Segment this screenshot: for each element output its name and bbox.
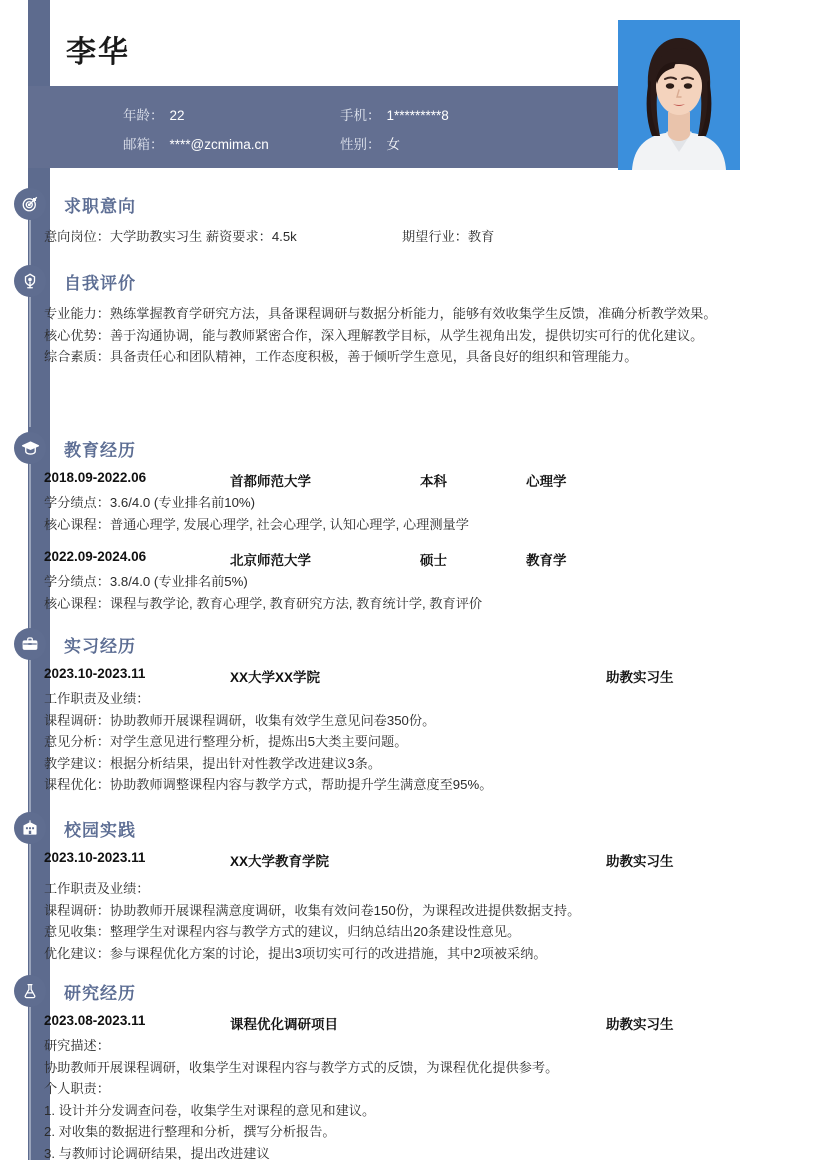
section-title-internship: 实习经历 <box>64 637 136 656</box>
entry-organization: 北京师范大学 <box>230 553 311 568</box>
info-label-phone: 手机： <box>340 108 381 123</box>
section-connector <box>29 660 31 828</box>
entry-gpa: 学分绩点：3.8/4.0 (专业排名前5%) <box>44 574 248 589</box>
entry-courses: 核心课程：课程与教学论, 教育心理学, 教育研究方法, 教育统计学, 教育评价 <box>44 595 483 611</box>
info-label-gender: 性别： <box>340 137 381 152</box>
info-item-email <box>123 133 269 153</box>
entry-subtitle: 工作职责及业绩： <box>44 691 150 706</box>
entry-description: 协助教师开展课程调研，收集学生对课程内容与教学方式的反馈，为课程优化提供参考。 <box>44 1059 559 1075</box>
school-building-icon <box>14 812 46 844</box>
entry-date: 2023.10-2023.11 <box>44 666 146 681</box>
entry-date: 2023.10-2023.11 <box>44 850 146 865</box>
section-title-research: 研究经历 <box>64 984 136 1003</box>
job-intent-line: 意向岗位：大学助教实习生 薪资要求：4.5k <box>44 229 297 244</box>
section-title-education: 教育经历 <box>64 441 136 460</box>
contact-info-band <box>28 86 640 168</box>
entry-header <box>44 549 760 571</box>
entry-major: 心理学 <box>526 474 567 489</box>
entry-role: 助教实习生 <box>606 1017 674 1032</box>
info-label-email: 邮箱： <box>123 137 164 152</box>
info-item-phone <box>340 104 449 124</box>
education-entry <box>44 470 760 535</box>
entry-bullet: 课程调研：协助教师开展课程调研，收集有效学生意见问卷350份。 <box>44 712 436 728</box>
entry-duty-label: 个人职责： <box>44 1081 110 1096</box>
entry-duty: 3. 与教师讨论调研结果，提出改进建议 <box>44 1145 270 1160</box>
section-title-job-intent: 求职意向 <box>64 197 136 216</box>
info-value-gender: 女 <box>386 137 400 152</box>
info-item-gender <box>340 133 400 153</box>
info-value-age: 22 <box>169 108 185 123</box>
entry-degree: 本科 <box>420 474 447 489</box>
entry-header <box>44 1013 760 1035</box>
section-connector <box>29 297 31 427</box>
avatar <box>618 20 740 170</box>
job-intent-industry: 期望行业：教育 <box>402 229 495 244</box>
section-body-self-eval <box>44 303 768 368</box>
section-body-education <box>44 470 760 614</box>
entry-role: 助教实习生 <box>606 670 674 685</box>
entry-bullet: 课程调研：协助教师开展课程满意度调研，收集有效问卷150份，为课程改进提供数据支持。 <box>44 902 581 918</box>
section-title-campus-practice: 校园实践 <box>64 821 136 840</box>
entry-gpa: 学分绩点：3.6/4.0 (专业排名前10%) <box>44 495 256 510</box>
info-value-email: ****@zcmima.cn <box>169 137 269 152</box>
section-body-campus-practice <box>44 850 760 964</box>
entry-duty: 1. 设计并分发调查问卷，收集学生对课程的意见和建议。 <box>44 1102 376 1118</box>
entry-bullet: 意见分析：对学生意见进行整理分析，提炼出5大类主要问题。 <box>44 734 408 749</box>
graduation-cap-icon <box>14 432 46 464</box>
entry-major: 教育学 <box>526 553 567 568</box>
target-icon <box>14 188 46 220</box>
info-item-age <box>123 104 185 124</box>
section-body-job-intent <box>44 226 760 248</box>
section-body-research <box>44 1013 760 1160</box>
entry-date: 2022.09-2024.06 <box>44 549 147 564</box>
section-connector <box>29 844 31 992</box>
entry-degree: 硕士 <box>420 553 447 568</box>
entry-organization: XX大学XX学院 <box>230 670 321 685</box>
page-title: 李华 <box>66 36 130 69</box>
resume-header <box>0 0 820 175</box>
entry-organization: 课程优化调研项目 <box>230 1017 338 1032</box>
info-label-age: 年龄： <box>123 108 164 123</box>
entry-subtitle: 工作职责及业绩： <box>44 881 150 896</box>
briefcase-icon <box>14 628 46 660</box>
entry-role: 助教实习生 <box>606 854 674 869</box>
entry-date: 2018.09-2022.06 <box>44 470 147 485</box>
self-eval-paragraph: 专业能力：熟练掌握教育学研究方法，具备课程调研与数据分析能力，能够有效收集学生反馈，准确分析教学效果。 <box>44 306 717 321</box>
entry-organization: 首都师范大学 <box>230 474 311 489</box>
education-entry <box>44 549 760 614</box>
entry-header <box>44 850 760 872</box>
self-eval-paragraph: 核心优势：善于沟通协调，能与教师紧密合作，深入理解教学目标，从学生视角出发，提供切实可行的优化建议。 <box>44 327 704 343</box>
self-eval-paragraph: 综合素质：具备责任心和团队精神，工作态度积极，善于倾听学生意见，具备良好的组织和管理能力。 <box>44 349 638 364</box>
flask-icon <box>14 975 46 1007</box>
medal-icon <box>14 265 46 297</box>
section-connector <box>29 464 31 636</box>
section-title-self-eval: 自我评价 <box>64 274 136 293</box>
section-connector <box>29 1007 31 1160</box>
entry-courses: 核心课程：普通心理学, 发展心理学, 社会心理学, 认知心理学, 心理测量学 <box>44 516 469 532</box>
research-entry <box>44 1013 760 1160</box>
entry-bullet: 优化建议：参与课程优化方案的讨论，提出3项切实可行的改进措施，其中2项被采纳。 <box>44 945 547 961</box>
entry-bullet: 课程优化：协助教师调整课程内容与教学方式，帮助提升学生满意度至95%。 <box>44 777 493 792</box>
internship-entry <box>44 666 760 796</box>
entry-date: 2023.08-2023.11 <box>44 1013 146 1028</box>
entry-header <box>44 470 760 492</box>
entry-header <box>44 666 760 688</box>
entry-bullet: 意见收集：整理学生对课程内容与教学方式的建议，归纳总结出20条建设性意见。 <box>44 924 521 939</box>
info-value-phone: 1*********8 <box>386 108 449 123</box>
entry-bullet: 教学建议：根据分析结果，提出针对性教学改进建议3条。 <box>44 755 382 771</box>
section-connector <box>29 220 31 270</box>
section-body-internship <box>44 666 760 796</box>
entry-duty: 2. 对收集的数据进行整理和分析，撰写分析报告。 <box>44 1124 336 1139</box>
entry-subtitle: 研究描述： <box>44 1038 110 1053</box>
entry-organization: XX大学教育学院 <box>230 854 330 869</box>
campus-entry <box>44 850 760 964</box>
